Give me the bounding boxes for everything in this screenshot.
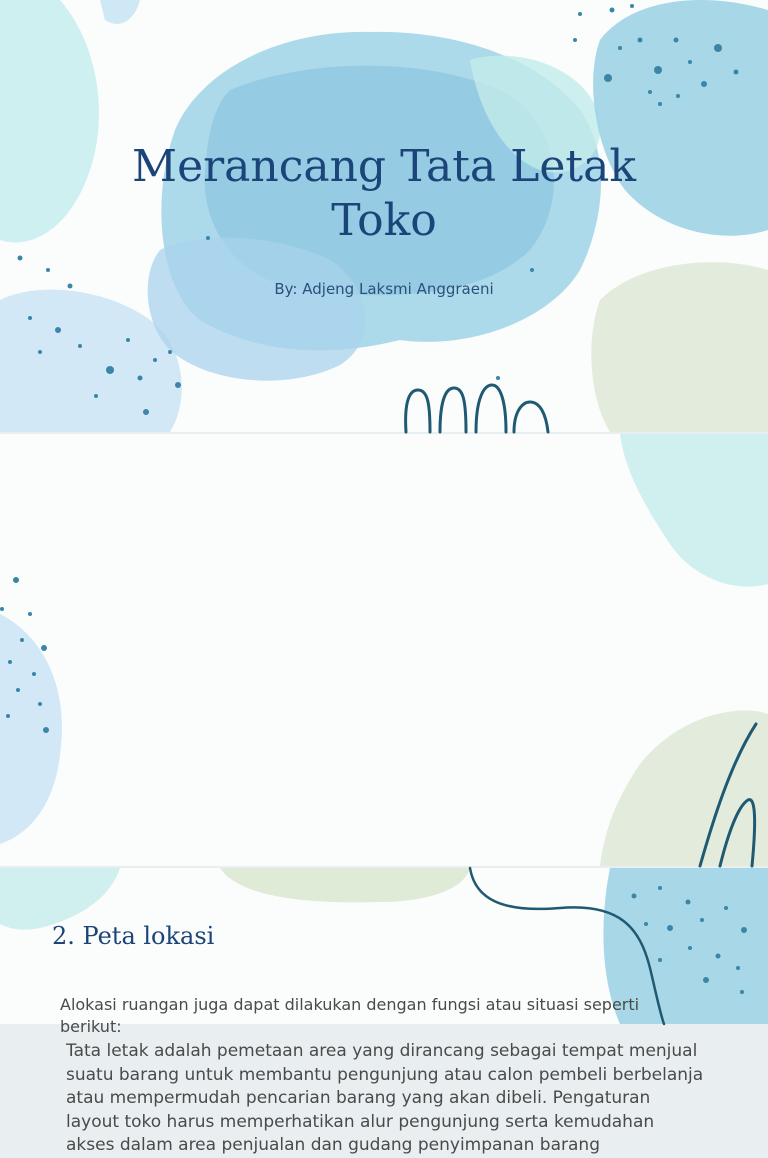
slide-1 — [0, 0, 768, 432]
slide-body-text: Tata letak adalah pemetaan area yang dirancang sebagai tempat menjual suatu barang untuk membantu pengunjung atau calon pembeli berbelanja atau mempermudah pencarian barang yang akan dibeli. Pengaturan layout toko harus memperhatikan alur pengunjung serta kemudahan akses dalam area penjualan dan gudang penyimpanan barang — [66, 1041, 704, 1155]
slide-subtitle: By: Adjeng Laksmi Anggraeni — [274, 280, 494, 298]
slide-body-text: Alokasi ruangan juga dapat dilakukan dengan fungsi atau situasi seperti berikut: — [60, 995, 640, 1036]
slide-title: 2. Peta lokasi — [52, 922, 215, 950]
slide-title: Merancang Tata Letak Toko — [132, 141, 636, 246]
watercolor-background — [0, 434, 768, 866]
slide-3 — [0, 868, 768, 1036]
